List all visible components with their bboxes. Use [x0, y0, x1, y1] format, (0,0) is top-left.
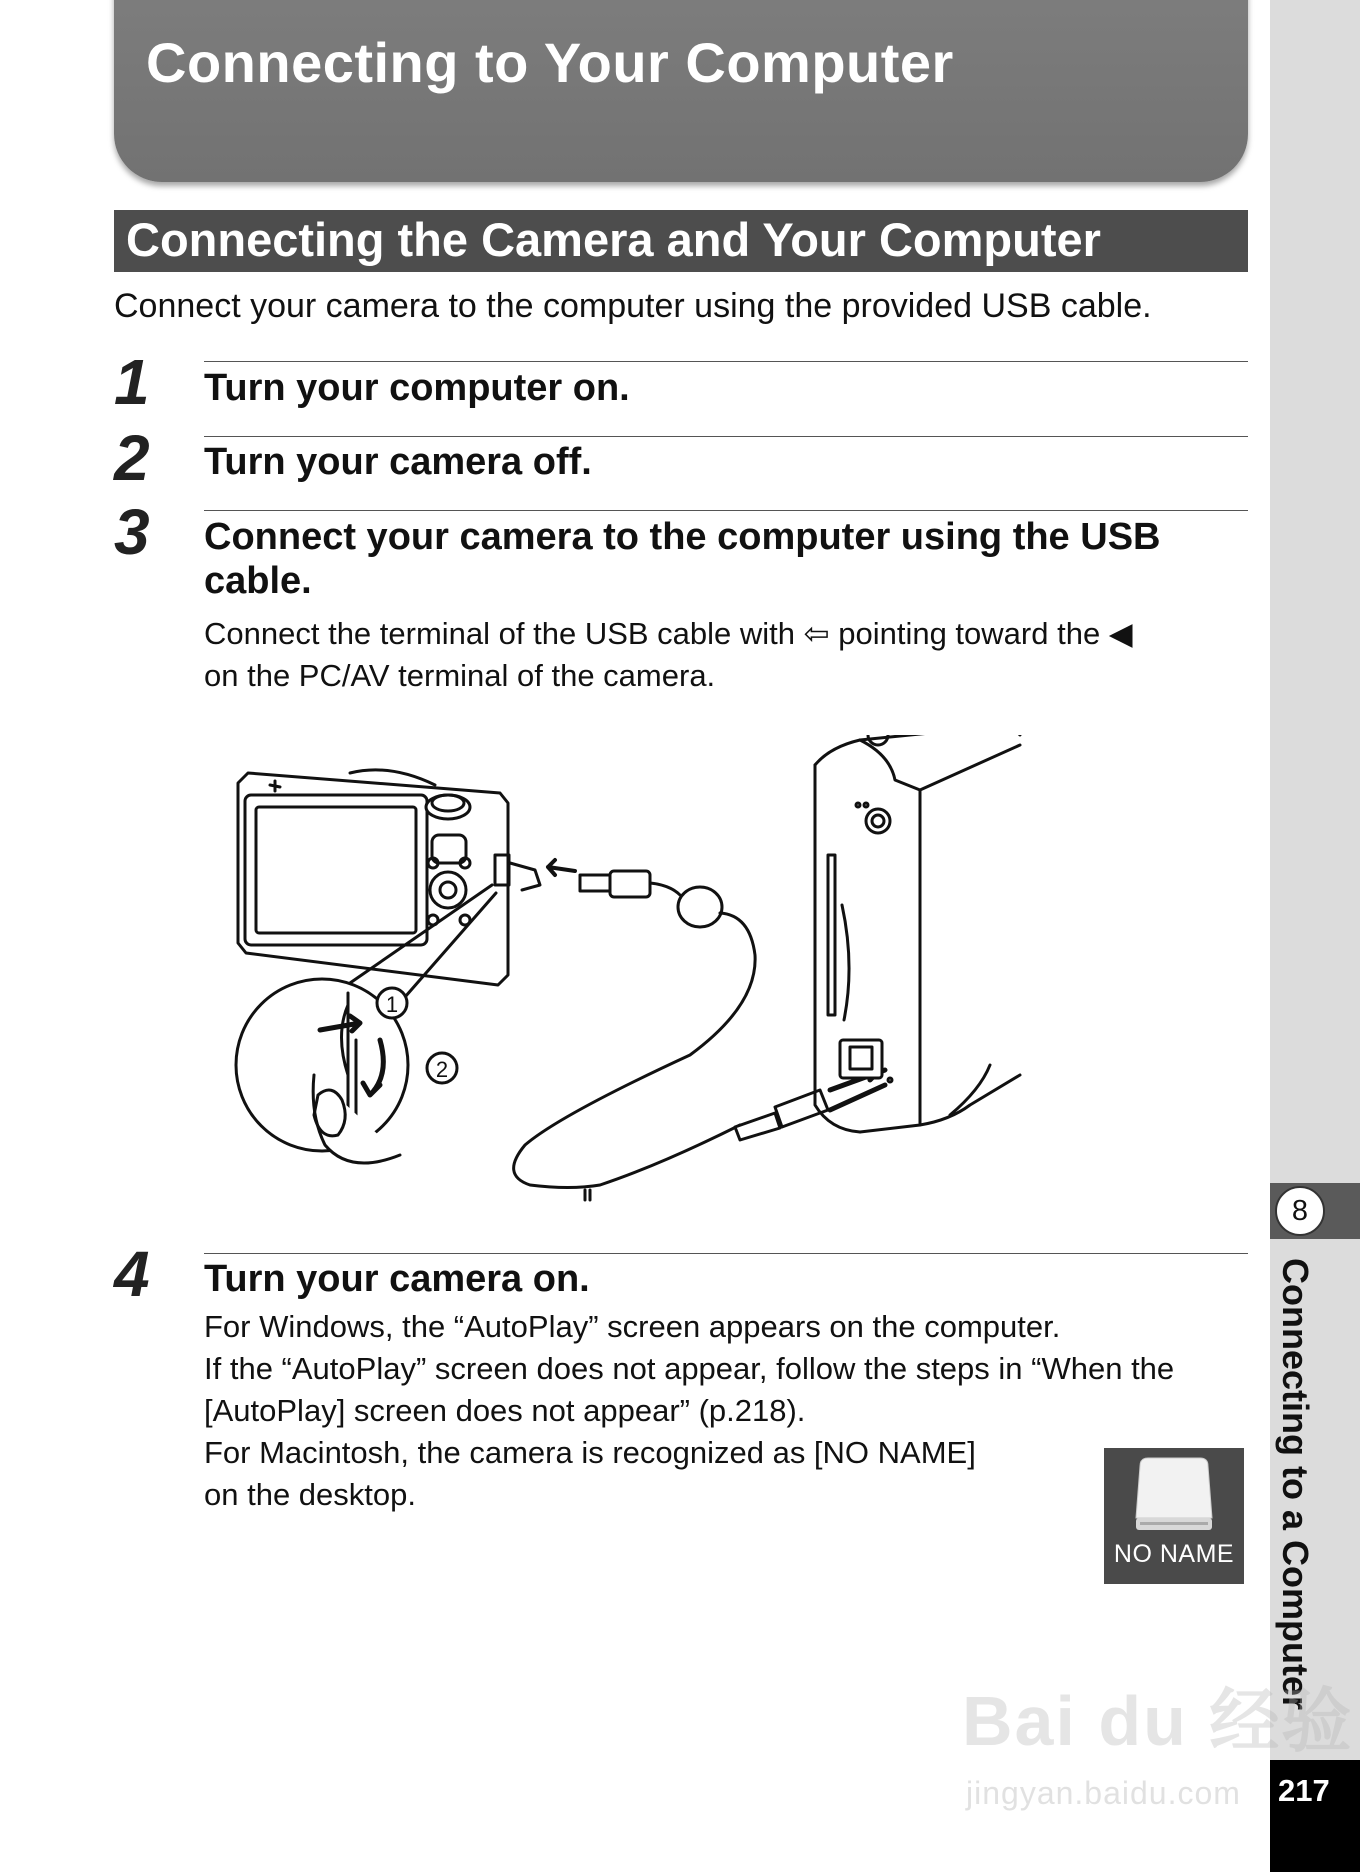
usb-connection-illustration [230, 735, 1030, 1205]
camera-icon [238, 770, 509, 985]
step-divider [204, 1253, 1248, 1254]
step-body-line: on the PC/AV terminal of the camera. [204, 658, 716, 693]
step-title: Turn your camera on. [204, 1258, 590, 1300]
computer-icon [815, 735, 1020, 1132]
drive-icon [1104, 1448, 1244, 1548]
callout-number: 1 [385, 992, 399, 1017]
step-body-line: Connect the terminal of the USB cable with ⇦ pointing toward the ◀ [204, 616, 1133, 651]
step-number: 4 [114, 1238, 150, 1310]
step-divider [204, 510, 1248, 511]
step-title: Connect your camera to the computer using the USB cable. [204, 516, 1161, 602]
step-body-line: [AutoPlay] screen does not appear” (p.218). [204, 1393, 806, 1428]
page-number: 217 [1278, 1773, 1330, 1808]
step-body-line: For Macintosh, the camera is recognized as [NO NAME] [204, 1435, 976, 1470]
step-body-line: on the desktop. [204, 1477, 416, 1512]
step-title: Turn your computer on. [204, 367, 630, 409]
step-number: 1 [114, 346, 150, 418]
step-body-line: If the “AutoPlay” screen does not appear, follow the steps in “When the [204, 1351, 1175, 1386]
chapter-title: Connecting to Your Computer [146, 31, 954, 94]
callout-number: 2 [435, 1057, 449, 1082]
step-title: Turn your camera off. [204, 441, 592, 483]
intro-text: Connect your camera to the computer using the provided USB cable. [114, 287, 1152, 325]
no-name-label: NO NAME [1113, 1540, 1235, 1568]
step-number: 3 [114, 496, 150, 568]
step-body-line: For Windows, the “AutoPlay” screen appears on the computer. [204, 1309, 1061, 1344]
section-title: Connecting the Camera and Your Computer [126, 213, 1101, 266]
watermark-url: jingyan.baidu.com [966, 1775, 1241, 1811]
chapter-side-label: Connecting to a Computer [1275, 1258, 1316, 1710]
step-divider [204, 361, 1248, 362]
chapter-number: 8 [1275, 1186, 1325, 1236]
step-divider [204, 436, 1248, 437]
step-number: 2 [114, 422, 150, 494]
watermark: Bai du 经验 [962, 1682, 1354, 1760]
